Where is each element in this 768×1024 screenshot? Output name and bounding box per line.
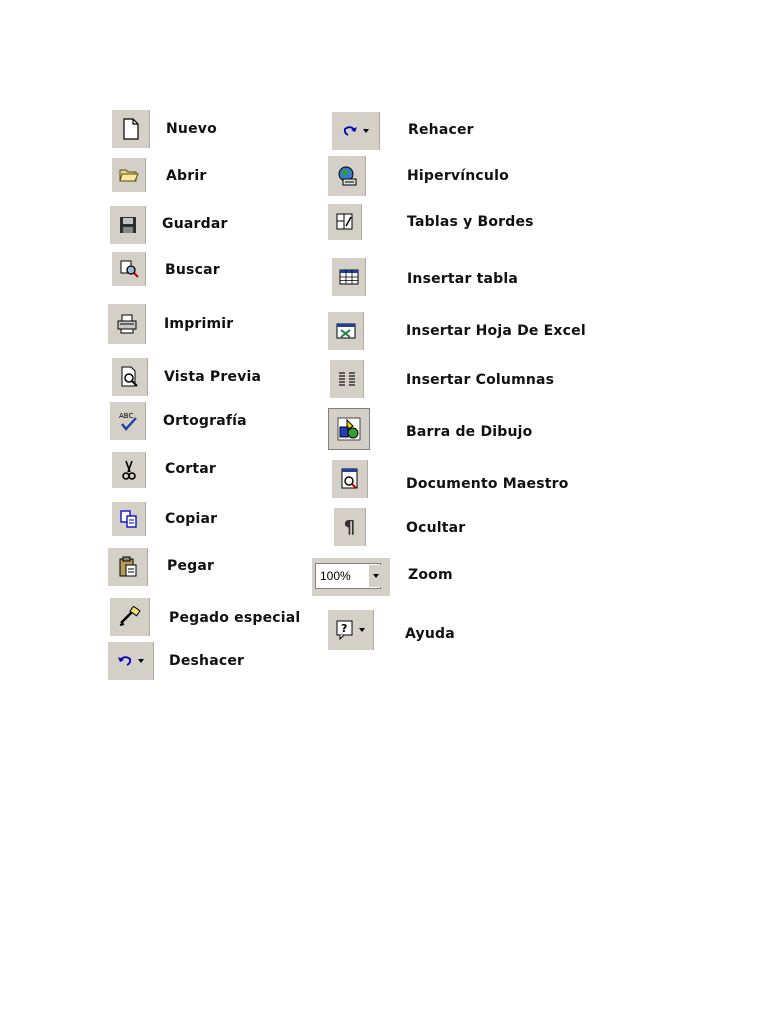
open-folder-icon xyxy=(119,167,139,183)
svg-text:ABC: ABC xyxy=(118,412,133,420)
label-redo: Rehacer xyxy=(408,122,474,138)
copy-button[interactable] xyxy=(112,502,146,536)
format-painter-icon xyxy=(118,606,142,628)
label-insert-excel: Insertar Hoja De Excel xyxy=(406,323,586,339)
chevron-down-icon[interactable] xyxy=(359,628,365,632)
paste-special-button[interactable] xyxy=(110,598,150,636)
insert-table-button[interactable] xyxy=(332,258,366,296)
label-show-hide: Ocultar xyxy=(406,520,466,536)
label-tables-borders: Tablas y Bordes xyxy=(407,214,534,230)
zoom-value[interactable]: 100% xyxy=(315,563,381,589)
label-spelling: Ortografía xyxy=(163,413,247,429)
scissors-icon xyxy=(121,459,137,481)
search-icon xyxy=(119,259,139,279)
label-cut: Cortar xyxy=(165,461,217,477)
search-button[interactable] xyxy=(112,252,146,286)
help-button[interactable] xyxy=(328,610,374,650)
show-hide-button[interactable] xyxy=(334,508,366,546)
tables-borders-icon xyxy=(335,212,355,232)
printer-icon xyxy=(116,314,138,334)
print-preview-button[interactable] xyxy=(112,358,148,396)
save-button[interactable] xyxy=(110,206,146,244)
label-copy: Copiar xyxy=(165,511,218,527)
drawing-toolbar-icon xyxy=(337,417,361,441)
paste-clipboard-icon xyxy=(118,556,138,578)
label-insert-table: Insertar tabla xyxy=(407,271,519,287)
tables-borders-button[interactable] xyxy=(328,204,362,240)
label-undo: Deshacer xyxy=(169,653,245,669)
undo-button[interactable] xyxy=(108,642,154,680)
label-drawing-toolbar: Barra de Dibujo xyxy=(406,424,533,440)
label-paste: Pegar xyxy=(167,558,215,574)
copy-icon xyxy=(119,510,139,528)
label-open: Abrir xyxy=(166,168,207,184)
label-print: Imprimir xyxy=(164,316,234,332)
new-button[interactable] xyxy=(112,110,150,148)
chevron-down-icon xyxy=(373,574,379,578)
insert-table-icon xyxy=(339,269,359,285)
label-search: Buscar xyxy=(165,262,220,278)
save-disk-icon xyxy=(119,216,137,234)
zoom-dropdown[interactable] xyxy=(312,558,390,596)
new-document-icon xyxy=(122,118,140,140)
print-button[interactable] xyxy=(108,304,146,344)
label-help: Ayuda xyxy=(405,626,455,642)
chevron-down-icon[interactable] xyxy=(138,659,144,663)
insert-excel-sheet-icon xyxy=(336,323,356,339)
chevron-down-icon[interactable] xyxy=(363,129,369,133)
label-new: Nuevo xyxy=(166,121,217,137)
label-zoom: Zoom xyxy=(408,567,453,583)
help-icon xyxy=(336,620,354,640)
label-save: Guardar xyxy=(162,216,228,232)
spelling-button[interactable] xyxy=(110,402,146,440)
zoom-dropdown-button[interactable] xyxy=(368,565,383,587)
paste-button[interactable] xyxy=(108,548,148,586)
open-button[interactable] xyxy=(112,158,146,192)
cut-button[interactable] xyxy=(112,452,146,488)
hyperlink-globe-icon xyxy=(336,165,358,187)
master-document-icon xyxy=(340,468,360,490)
insert-excel-button[interactable] xyxy=(328,312,364,350)
drawing-toolbar-button[interactable] xyxy=(328,408,370,450)
spelling-check-icon xyxy=(117,410,139,432)
label-paste-special: Pegado especial xyxy=(169,610,301,626)
label-insert-columns: Insertar Columnas xyxy=(406,372,555,388)
redo-button[interactable] xyxy=(332,112,380,150)
print-preview-icon xyxy=(120,366,140,388)
svg-text:?: ? xyxy=(341,622,348,635)
insert-columns-button[interactable] xyxy=(330,360,364,398)
insert-columns-icon xyxy=(338,371,356,387)
undo-icon xyxy=(117,655,133,667)
redo-icon xyxy=(342,125,358,137)
label-print-preview: Vista Previa xyxy=(164,369,262,385)
hyperlink-button[interactable] xyxy=(328,156,366,196)
label-master-document: Documento Maestro xyxy=(406,476,569,492)
label-hyperlink: Hipervínculo xyxy=(407,168,509,184)
pilcrow-icon: ¶ xyxy=(343,516,356,538)
master-document-button[interactable] xyxy=(332,460,368,498)
